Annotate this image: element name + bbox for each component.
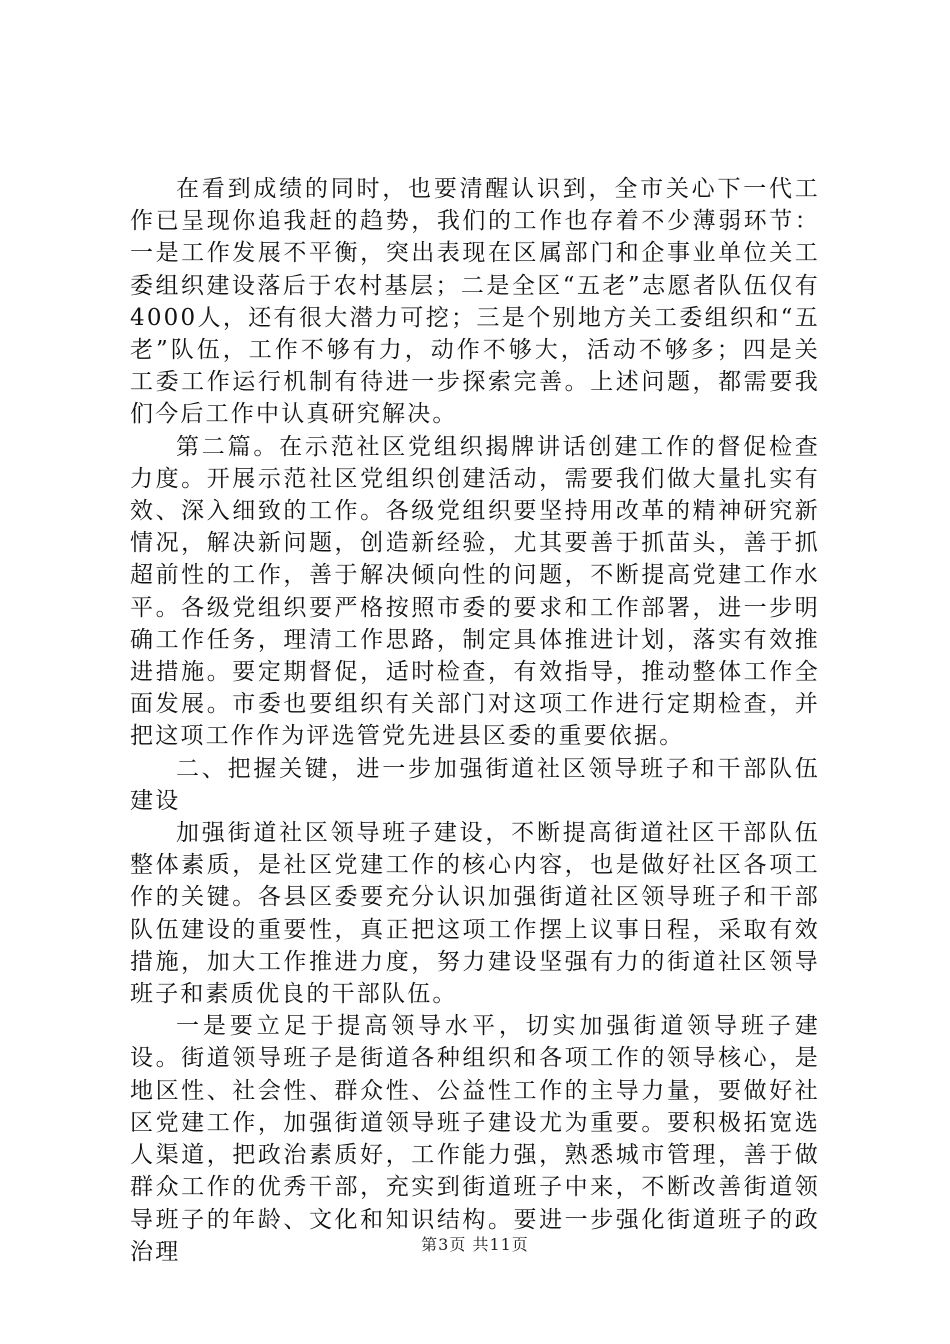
- body-paragraph: 在看到成绩的同时，也要清醒认识到，全市关心下一代工作已呈现你追我赶的趋势，我们的工作也存着不少薄弱环节：一是工作发展不平衡，突出表现在区属部门和企事业单位关工委组织建设落后于农村基层；二是全区“五老”志愿者队伍仅有4000人，还有很大潜力可挖；三是个别地方关工委组织和“五老”队伍，工作不够有力，动作不够大，活动不够多；四是关工委工作运行机制有待进一步探索完善。上述问题，都需要我们今后工作中认真研究解决。: [130, 176, 820, 428]
- body-paragraph: 一是要立足于提高领导水平，切实加强街道领导班子建设。街道领导班子是街道各种组织和各项工作的领导核心，是地区性、社会性、群众性、公益性工作的主导力量，要做好社区党建工作，加强街道领导班子建设尤为重要。要积极拓宽选人渠道，把政治素质好，工作能力强，熟悉城市管理，善于做群众工作的优秀干部，充实到街道班子中来，不断改善街道领导班子的年龄、文化和知识结构。要进一步强化街道班子的政治理: [130, 1013, 820, 1265]
- page-number-footer: 第3页 共11页: [421, 1235, 529, 1254]
- section-heading: 二、把握关键，进一步加强街道社区领导班子和干部队伍建设: [130, 755, 820, 814]
- body-paragraph: 第二篇。在示范社区党组织揭牌讲话创建工作的督促检查力度。开展示范社区党组织创建活动，需要我们做大量扎实有效、深入细致的工作。各级党组织要坚持用改革的精神研究新情况，解决新问题，创造新经验，尤其要善于抓苗头，善于抓超前性的工作，善于解决倾向性的问题，不断提高党建工作水平。各级党组织要严格按照市委的要求和工作部署，进一步明确工作任务，理清工作思路，制定具体推进计划，落实有效推进措施。要定期督促，适时检查，有效指导，推动整体工作全面发展。市委也要组织有关部门对这项工作进行定期检查，并把这项工作作为评选管党先进县区委的重要依据。: [130, 433, 820, 750]
- body-paragraph: 加强街道社区领导班子建设，不断提高街道社区干部队伍整体素质，是社区党建工作的核心内容，也是做好社区各项工作的关键。各县区委要充分认识加强街道社区领导班子和干部队伍建设的重要性，真正把这项工作摆上议事日程，采取有效措施，加大工作推进力度，努力建设坚强有力的街道社区领导班子和素质优良的干部队伍。: [130, 820, 820, 1008]
- document-body: [130, 173, 820, 1268]
